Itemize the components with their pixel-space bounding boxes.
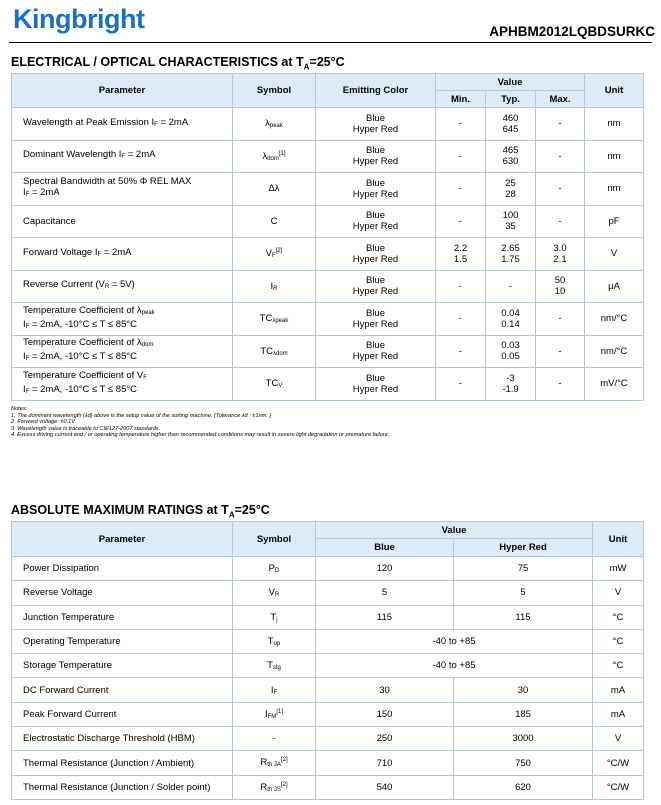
header-hyper-red: Hyper Red (454, 539, 593, 557)
symbol-subscript: dom (267, 155, 279, 162)
typ-line1: 25 (505, 177, 516, 189)
blue-value-cell: 710 (316, 751, 454, 775)
parameter-subscript: R (104, 284, 110, 291)
typ-cell (486, 335, 536, 368)
parameter-cell (12, 205, 233, 238)
symbol-cell (233, 140, 316, 173)
symbol-cell (233, 605, 316, 629)
parameter-subscript: dom (141, 342, 154, 349)
min-line1: - (458, 183, 463, 195)
parameter-text: Temperature Coefficient of λ (23, 337, 142, 349)
table-row (12, 173, 644, 206)
typ-line2: 0.05 (501, 351, 520, 363)
symbol-text: R (260, 781, 268, 793)
symbol-subscript: th JA (267, 762, 281, 769)
table-row (12, 654, 644, 678)
electrical-characteristics-table (11, 73, 644, 401)
typ-cell (486, 368, 536, 401)
parameter-subscript: F (121, 154, 126, 161)
color-line1: Blue (365, 340, 385, 352)
blue-value-cell: 5 (316, 581, 454, 605)
symbol-cell (233, 270, 316, 303)
symbol-subscript: R (273, 285, 278, 292)
max-line1: - (558, 378, 562, 390)
unit-cell: mA (593, 702, 644, 726)
unit-cell: mV/°C (585, 368, 644, 401)
parameter-subscript: F (25, 323, 30, 330)
symbol-text: T (270, 611, 277, 623)
electrical-section-title: ELECTRICAL / OPTICAL CHARACTERISTICS at $T_A=25^\circ C$ (11, 55, 345, 72)
symbol-subscript: R (275, 592, 280, 599)
symbol-cell (233, 678, 316, 702)
max-line1: - (558, 150, 562, 162)
header-typ: Typ. (486, 91, 536, 108)
color-line2: Hyper Red (352, 188, 399, 200)
parameter-line1 (23, 279, 232, 293)
header-parameter: Parameter (12, 74, 233, 108)
parameter-text: Spectral Bandwidth at 50% Φ REL MAX (23, 176, 192, 188)
blue-value-cell: 250 (316, 727, 454, 751)
symbol-text: V (268, 587, 275, 599)
parameter-text-end: = 2mA (125, 149, 156, 161)
parameter-cell: Peak Forward Current (12, 702, 233, 726)
typ-line2: 28 (505, 188, 516, 200)
parameter-line2 (23, 351, 232, 365)
color-line1: Blue (365, 112, 385, 124)
symbol-text: I (270, 280, 274, 292)
color-line2: Hyper Red (352, 156, 399, 168)
parameter-text-end: = 2mA, -10°C ≤ T ≤ 85°C (29, 318, 138, 330)
symbol-cell (233, 727, 316, 751)
table-row (12, 557, 644, 581)
hyper-red-value-cell: 185 (454, 702, 593, 726)
max-cell (536, 173, 585, 206)
parameter-text: I (23, 187, 26, 199)
color-line2: Hyper Red (352, 253, 399, 265)
typ-line1: 100 (502, 210, 519, 222)
typ-line1: 0.03 (501, 340, 520, 352)
symbol-cell (233, 702, 316, 726)
emitting-color-cell (316, 140, 436, 173)
header-symbol: Symbol (233, 522, 316, 557)
header-value: Value (436, 74, 585, 91)
table-row (12, 605, 644, 629)
max-line2: 10 (554, 286, 566, 298)
parameter-cell (12, 108, 233, 141)
max-line1: - (558, 215, 562, 227)
unit-cell: °C (593, 654, 644, 678)
typ-line2: 645 (502, 123, 519, 135)
emitting-color-cell (316, 270, 436, 303)
part-number: APHBM2012LQBDSURKC (489, 24, 655, 39)
emitting-color-cell (316, 303, 436, 336)
typ-cell (486, 303, 536, 336)
parameter-cell: DC Forward Current (12, 678, 233, 702)
symbol-cell (233, 629, 316, 653)
symbol-subscript: op (273, 641, 281, 648)
parameter-line1 (23, 117, 232, 131)
symbol-cell (233, 581, 316, 605)
unit-cell: μA (585, 270, 644, 303)
symbol-text: I (270, 684, 274, 696)
note-4: 4. Excess driving current and / or operating temperature higher than recommended conditions may result in severe light degradation or premature failure. (11, 432, 390, 439)
table-row (12, 303, 644, 336)
parameter-cell (12, 303, 233, 336)
table-row (12, 629, 644, 653)
symbol-note-ref: [1] (278, 150, 286, 157)
min-cell (436, 238, 486, 271)
max-line1: - (558, 183, 562, 195)
symbol-text: - (272, 733, 276, 745)
typ-line2: 0.14 (501, 318, 520, 330)
typ-line2: 630 (502, 156, 519, 168)
parameter-text-end: = 2mA, -10°C ≤ T ≤ 85°C (29, 351, 138, 363)
color-line2: Hyper Red (352, 123, 399, 135)
parameter-text-end: = 5V) (109, 279, 135, 291)
min-cell (436, 270, 486, 303)
max-line1: - (558, 118, 562, 130)
min-cell (436, 140, 486, 173)
parameter-text-end: = 2mA, -10°C ≤ T ≤ 85°C (29, 383, 138, 395)
header-unit: Unit (593, 522, 644, 557)
parameter-line1 (23, 337, 232, 351)
typ-cell (486, 108, 536, 141)
emitting-color-cell (316, 173, 436, 206)
parameter-text: Wavelength at Peak Emission I (23, 116, 155, 128)
note-2: 2. Forward voltage: ±0.1V. (11, 419, 77, 426)
unit-cell: pF (585, 205, 644, 238)
hyper-red-value-cell: 115 (454, 605, 593, 629)
symbol-text: R (260, 757, 268, 769)
parameter-line1 (23, 216, 232, 227)
unit-cell: nm/°C (585, 335, 644, 368)
color-line2: Hyper Red (352, 286, 399, 298)
max-line1: 50 (554, 275, 566, 287)
parameter-cell: Power Dissipation (12, 557, 233, 581)
blue-value-cell: 115 (316, 605, 454, 629)
blue-value-cell: 150 (316, 702, 454, 726)
parameter-subscript: F (25, 356, 30, 363)
header-max: Max. (536, 91, 585, 108)
parameter-cell (12, 335, 233, 368)
parameter-line1 (23, 305, 232, 319)
unit-cell: nm (585, 140, 644, 173)
header-parameter: Parameter (12, 522, 233, 557)
symbol-text: P (268, 563, 275, 575)
symbol-text: I (265, 709, 268, 720)
symbol-cell (233, 173, 316, 206)
unit-cell: °C (593, 629, 644, 653)
hyper-red-value-cell: 5 (454, 581, 593, 605)
symbol-text: λ (262, 150, 268, 162)
hyper-red-value-cell: 30 (454, 678, 593, 702)
max-cell (536, 335, 585, 368)
unit-cell: nm (585, 108, 644, 141)
symbol-subscript: D (275, 568, 280, 575)
table-row (12, 270, 644, 303)
min-line1: 2.2 (453, 242, 468, 254)
emitting-color-cell (316, 205, 436, 238)
symbol-note-ref: [2] (280, 757, 288, 764)
parameter-text-end: = 2mA (101, 246, 132, 258)
parameter-cell: Junction Temperature (12, 605, 233, 629)
unit-cell: °C/W (593, 775, 644, 799)
symbol-note-ref: [2] (275, 248, 283, 255)
table-row (12, 140, 644, 173)
color-line2: Hyper Red (352, 318, 399, 330)
max-cell (536, 303, 585, 336)
parameter-text: Capacitance (23, 215, 76, 227)
unit-cell: mA (593, 678, 644, 702)
parameter-cell: Reverse Voltage (12, 581, 233, 605)
parameter-subscript: F (25, 388, 30, 395)
parameter-line1 (23, 149, 232, 163)
symbol-subscript: λdom (273, 350, 288, 357)
typ-line1: -3 (506, 372, 515, 384)
absolute-max-section-title: ABSOLUTE MAXIMUM RATINGS at $T_A=25^\circ C$ (11, 503, 270, 520)
table-row (12, 751, 644, 775)
symbol-cell (233, 751, 316, 775)
color-line1: Blue (365, 275, 385, 287)
parameter-cell (12, 270, 233, 303)
symbol-note-ref: [2] (280, 781, 288, 788)
table-row (12, 775, 644, 799)
parameter-text-end: = 2mA (157, 116, 189, 128)
symbol-cell (233, 108, 316, 141)
min-cell (436, 335, 486, 368)
unit-cell: V (593, 581, 644, 605)
unit-cell: nm (585, 173, 644, 206)
parameter-cell (12, 238, 233, 271)
symbol-cell (233, 303, 316, 336)
header-unit: Unit (585, 74, 644, 108)
typ-line1: 465 (502, 145, 519, 157)
parameter-cell: Storage Temperature (12, 654, 233, 678)
parameter-subscript: peak (141, 309, 155, 316)
emitting-color-cell (316, 238, 436, 271)
color-line1: Blue (365, 372, 385, 384)
typ-cell (486, 205, 536, 238)
max-cell (536, 368, 585, 401)
unit-cell: mW (593, 557, 644, 581)
table-row (12, 678, 644, 702)
symbol-cell (233, 775, 316, 799)
parameter-line1 (23, 176, 232, 187)
symbol-subscript: λpeak (272, 318, 289, 325)
symbol-text: C (270, 215, 278, 227)
symbol-cell (233, 557, 316, 581)
max-cell (536, 238, 585, 271)
min-line1: - (458, 150, 463, 162)
min-cell (436, 205, 486, 238)
parameter-line2 (23, 384, 232, 398)
symbol-text: T (267, 636, 274, 648)
emitting-color-cell (316, 108, 436, 141)
max-cell (536, 140, 585, 173)
parameter-cell (12, 368, 233, 401)
color-line2: Hyper Red (352, 221, 399, 233)
parameter-text: Temperature Coefficient of λ (23, 304, 142, 316)
symbol-note-ref: [1] (276, 708, 283, 715)
header-min: Min. (436, 91, 486, 108)
symbol-subscript: F (272, 253, 276, 260)
value-merged-cell: -40 to +85 (316, 654, 593, 678)
typ-cell (486, 270, 536, 303)
absolute-maximum-ratings-table (11, 521, 644, 800)
table-row (12, 727, 644, 751)
min-cell (436, 368, 486, 401)
symbol-text: Δλ (268, 183, 280, 195)
blue-value-cell: 120 (316, 557, 454, 581)
symbol-cell (233, 335, 316, 368)
brand-logo: Kingbright (13, 4, 145, 34)
note-1: 1. The dominant wavelength (λd) above is the setup value of the sorting machine. (Tolerance λd : ±1nm. ) (11, 412, 272, 419)
parameter-text: Forward Voltage I (23, 246, 98, 258)
parameter-cell: Thermal Resistance (Junction / Ambient) (12, 751, 233, 775)
parameter-text: I (23, 318, 26, 330)
min-line1: - (458, 280, 463, 292)
parameter-cell: Thermal Resistance (Junction / Solder point) (12, 775, 233, 799)
value-merged-cell: -40 to +85 (316, 629, 593, 653)
symbol-text: TC (265, 378, 279, 390)
min-cell (436, 173, 486, 206)
symbol-text: T (267, 660, 273, 672)
max-line1: - (558, 313, 562, 325)
parameter-cell: Electrostatic Discharge Threshold (HBM) (12, 727, 233, 751)
notes (11, 406, 389, 439)
parameter-subscript: F (97, 251, 102, 258)
parameter-text: I (23, 383, 26, 395)
min-line1: - (458, 378, 463, 390)
typ-line1: 2.65 (501, 242, 520, 254)
typ-line1: 0.04 (501, 307, 520, 319)
min-line2: 1.5 (453, 253, 468, 265)
hyper-red-value-cell: 3000 (454, 727, 593, 751)
max-cell (536, 108, 585, 141)
color-line1: Blue (365, 307, 385, 319)
max-cell (536, 270, 585, 303)
note-3: 3. Wavelength value is traceable to CIE127-2007 standards. (11, 425, 161, 432)
symbol-subscript: V (278, 383, 283, 390)
header-symbol: Symbol (233, 74, 316, 108)
color-line2: Hyper Red (352, 351, 399, 363)
table-row (12, 238, 644, 271)
typ-line2: -1.9 (502, 383, 519, 395)
table-row (12, 205, 644, 238)
color-line1: Blue (365, 210, 385, 222)
notes-heading: Notes: (11, 406, 28, 412)
hyper-red-value-cell: 750 (454, 751, 593, 775)
symbol-subscript: F (273, 689, 278, 696)
hyper-red-value-cell: 620 (454, 775, 593, 799)
min-line1: - (458, 313, 463, 325)
min-line1: - (458, 118, 463, 130)
symbol-text: V (265, 248, 272, 260)
header-emitting-color: Emitting Color (316, 74, 436, 108)
max-line1: 3.0 (553, 242, 567, 254)
symbol-cell (233, 368, 316, 401)
table-row (12, 368, 644, 401)
table-row (12, 581, 644, 605)
blue-value-cell: 540 (316, 775, 454, 799)
symbol-subscript: FM (267, 714, 277, 720)
unit-cell: °C/W (593, 751, 644, 775)
symbol-text: TC (260, 345, 273, 357)
symbol-cell (233, 654, 316, 678)
header-blue: Blue (316, 539, 454, 557)
parameter-line1 (23, 247, 232, 261)
symbol-subscript: stg (272, 665, 281, 672)
typ-line2: 35 (505, 221, 516, 233)
symbol-subscript: th JS (267, 786, 281, 793)
header-divider (9, 42, 652, 43)
max-line1: - (558, 345, 562, 357)
parameter-subscript: F (143, 374, 147, 381)
color-line1: Blue (365, 242, 385, 254)
min-cell (436, 303, 486, 336)
symbol-subscript: peak (269, 123, 283, 130)
max-line2: 2.1 (553, 253, 567, 265)
parameter-text-end: = 2mA (29, 187, 60, 199)
min-line1: - (458, 215, 463, 227)
typ-cell (486, 173, 536, 206)
min-cell (436, 108, 486, 141)
color-line1: Blue (365, 145, 385, 157)
hyper-red-value-cell: 75 (454, 557, 593, 581)
parameter-cell: Operating Temperature (12, 629, 233, 653)
emitting-color-cell (316, 368, 436, 401)
parameter-text: Dominant Wavelength I (23, 149, 122, 161)
unit-cell: V (585, 238, 644, 271)
color-line1: Blue (365, 177, 385, 189)
symbol-subscript: j (276, 616, 278, 623)
unit-cell: °C (593, 605, 644, 629)
table-row (12, 335, 644, 368)
parameter-line2 (23, 187, 232, 201)
parameter-line1 (23, 370, 232, 384)
symbol-cell (233, 238, 316, 271)
symbol-text: TC (259, 313, 273, 325)
typ-line1: 460 (502, 112, 519, 124)
parameter-cell (12, 140, 233, 173)
unit-cell: V (593, 727, 644, 751)
typ-cell (486, 140, 536, 173)
typ-cell (486, 238, 536, 271)
table-row (12, 702, 644, 726)
parameter-text: Temperature Coefficient of V (23, 369, 144, 381)
parameter-text: Reverse Current (V (23, 279, 105, 291)
emitting-color-cell (316, 335, 436, 368)
parameter-line2 (23, 319, 232, 333)
typ-line1: - (508, 280, 513, 292)
symbol-cell (233, 205, 316, 238)
blue-value-cell: 30 (316, 678, 454, 702)
parameter-subscript: F (25, 192, 30, 199)
color-line2: Hyper Red (352, 383, 399, 395)
header-value: Value (316, 522, 593, 539)
max-cell (536, 205, 585, 238)
parameter-cell (12, 173, 233, 206)
table-row (12, 108, 644, 141)
typ-line2: 1.75 (501, 253, 520, 265)
unit-cell: nm/°C (585, 303, 644, 336)
symbol-text: λ (265, 118, 270, 130)
min-line1: - (458, 345, 463, 357)
parameter-subscript: F (154, 121, 158, 128)
parameter-text: I (23, 351, 26, 363)
